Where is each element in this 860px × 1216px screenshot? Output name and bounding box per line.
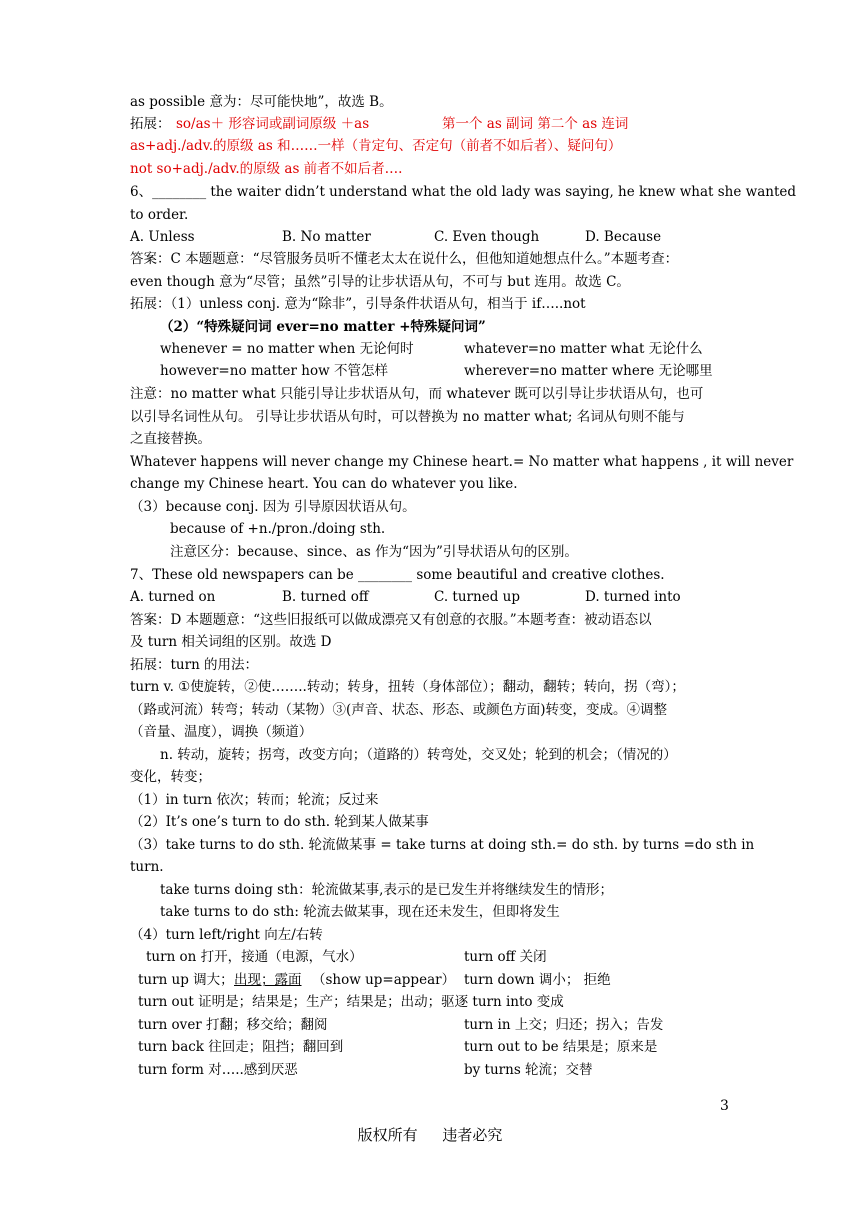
text-line: 注意区分：because、since、as 作为“因为”引导状语从句的区别。 <box>170 544 578 560</box>
text-line: turn on 打开，接通（电源，气水） <box>146 949 363 965</box>
text-line: because of +n./pron./doing sth. <box>170 521 386 537</box>
text-line: 答案：D 本题题意：“这些旧报纸可以做成漂亮又有创意的衣服。”本题考查：被动语态以 <box>130 612 652 628</box>
text-line: （3）take turns to do sth. 轮流做某事 = take turns at doing sth.= do sth. by turns =do sth in <box>130 837 755 853</box>
text-line: to order. <box>130 207 189 223</box>
text-line: n. 转动，旋转；拐弯，改变方向；（道路的）转弯处，交叉处；轮到的机会；（情况的） <box>160 747 677 763</box>
text-line: （音量、温度），调换（频道） <box>130 724 313 740</box>
text-line: turn out to be 结果是；原来是 <box>464 1039 658 1055</box>
text-line: turn v. ①使旋转，②使……..转动；转身，扭转（身体部位）；翻动，翻转；转向，拐（弯）； <box>130 679 685 695</box>
text-line: （2）It’s one’s turn to do sth. 轮到某人做某事 <box>130 814 429 830</box>
text-line: （2）“特殊疑问词 ever=no matter +特殊疑问词” <box>160 319 486 335</box>
text-line: even though 意为“尽管；虽然”引导的让步状语从句，不可与 but 连用。故选 C。 <box>130 274 630 290</box>
text-line: so/as＋ 形容词或副词原级 ＋as <box>176 116 370 132</box>
text-line: 之直接替换。 <box>130 431 211 447</box>
text-line: 答案：C 本题题意：“尽管服务员听不懂老太太在说什么，但他知道她想点什么。”本题考查： <box>130 251 679 267</box>
text-line: 第一个 as 副词 第二个 as 连词 <box>442 116 629 132</box>
footer-copyright: 版权所有 <box>357 1126 418 1144</box>
text-line: however=no matter how 不管怎样 <box>160 363 388 379</box>
text-line: A. Unless <box>130 229 195 245</box>
text-line: B. turned off <box>282 589 369 605</box>
text-line: as possible 意为：尽可能快地”，故选 B。 <box>130 94 393 110</box>
text-line: 变化，转变； <box>130 769 211 785</box>
text-line: as+adj./adv.的原级 as 和……一样（肯定句、否定句（前者不如后者）、疑问句） <box>130 138 622 154</box>
text-line: B. No matter <box>282 229 371 245</box>
page-number: 3 <box>720 1098 729 1114</box>
text-line: （show up=appear） <box>312 972 456 988</box>
text-line: （3）because conj. 因为 引导原因状语从句。 <box>130 499 416 515</box>
text-line: turn out 证明是；结果是；生产；结果是；出动；驱逐 turn into 变成 <box>138 994 564 1010</box>
text-line: 拓展： <box>130 116 171 132</box>
text-line: 出现；露面 <box>234 972 302 988</box>
text-line: D. turned into <box>585 589 681 605</box>
text-line: C. Even though <box>434 229 540 245</box>
text-line: turn back 往回走；阻挡；翻回到 <box>138 1039 344 1055</box>
text-line: 拓展：（1）unless conj. 意为“除非”，引导条件状语从句，相当于 if…..not <box>130 296 586 312</box>
text-line: 7、These old newspapers can be ________ some beautiful and creative clothes. <box>130 567 665 583</box>
text-line: by turns 轮流；交替 <box>464 1062 593 1078</box>
text-line: C. turned up <box>434 589 520 605</box>
text-line: Whatever happens will never change my Chinese heart.= No matter what happens , it will never <box>130 454 794 470</box>
footer-warning: 违者必究 <box>442 1126 503 1144</box>
text-line: turn down 调小； 拒绝 <box>464 972 611 988</box>
text-line: 注意：no matter what 只能引导让步状语从句，而 whatever 既可以引导让步状语从句，也可 <box>130 386 704 402</box>
text-line: （1）in turn 依次；转而；轮流；反过来 <box>130 792 379 808</box>
text-line: 及 turn 相关词组的区别。故选 D <box>130 634 332 650</box>
text-line: wherever=no matter where 无论哪里 <box>464 363 713 379</box>
text-line: turn in 上交；归还；拐入；告发 <box>464 1017 664 1033</box>
text-line: change my Chinese heart. You can do whatever you like. <box>130 476 518 492</box>
text-line: whatever=no matter what 无论什么 <box>464 341 703 357</box>
text-line: take turns doing sth：轮流做某事,表示的是已发生并将继续发生的情形； <box>160 882 613 898</box>
text-line: A. turned on <box>130 589 216 605</box>
text-line: D. Because <box>585 229 662 245</box>
text-line: turn over 打翻；移交给；翻阅 <box>138 1017 328 1033</box>
text-line: 以引导名词性从句。 引导让步状语从句时，可以替换为 no matter what; 名词从句则不能与 <box>130 409 685 425</box>
text-line: （路或河流）转弯；转动（某物）③(声音、状态、形态、或颜色方面)转变，变成。④调整 <box>130 702 668 718</box>
page-footer <box>0 1124 860 1145</box>
text-line: turn. <box>130 859 164 875</box>
text-line: turn off 关闭 <box>464 949 547 965</box>
text-line: take turns to do sth: 轮流去做某事，现在还未发生，但即将发生 <box>160 904 560 920</box>
text-line: turn form 对…..感到厌恶 <box>138 1062 298 1078</box>
text-line: 拓展：turn 的用法： <box>130 657 259 673</box>
text-line: turn up 调大； <box>138 972 234 988</box>
text-line: not so+adj./adv.的原级 as 前者不如后者…. <box>130 161 403 177</box>
text-line: 6、________ the waiter didn’t understand what the old lady was saying, he knew what she wanted <box>130 184 797 200</box>
text-line: whenever = no matter when 无论何时 <box>160 341 414 357</box>
text-line: （4）turn left/right 向左/右转 <box>130 927 323 943</box>
